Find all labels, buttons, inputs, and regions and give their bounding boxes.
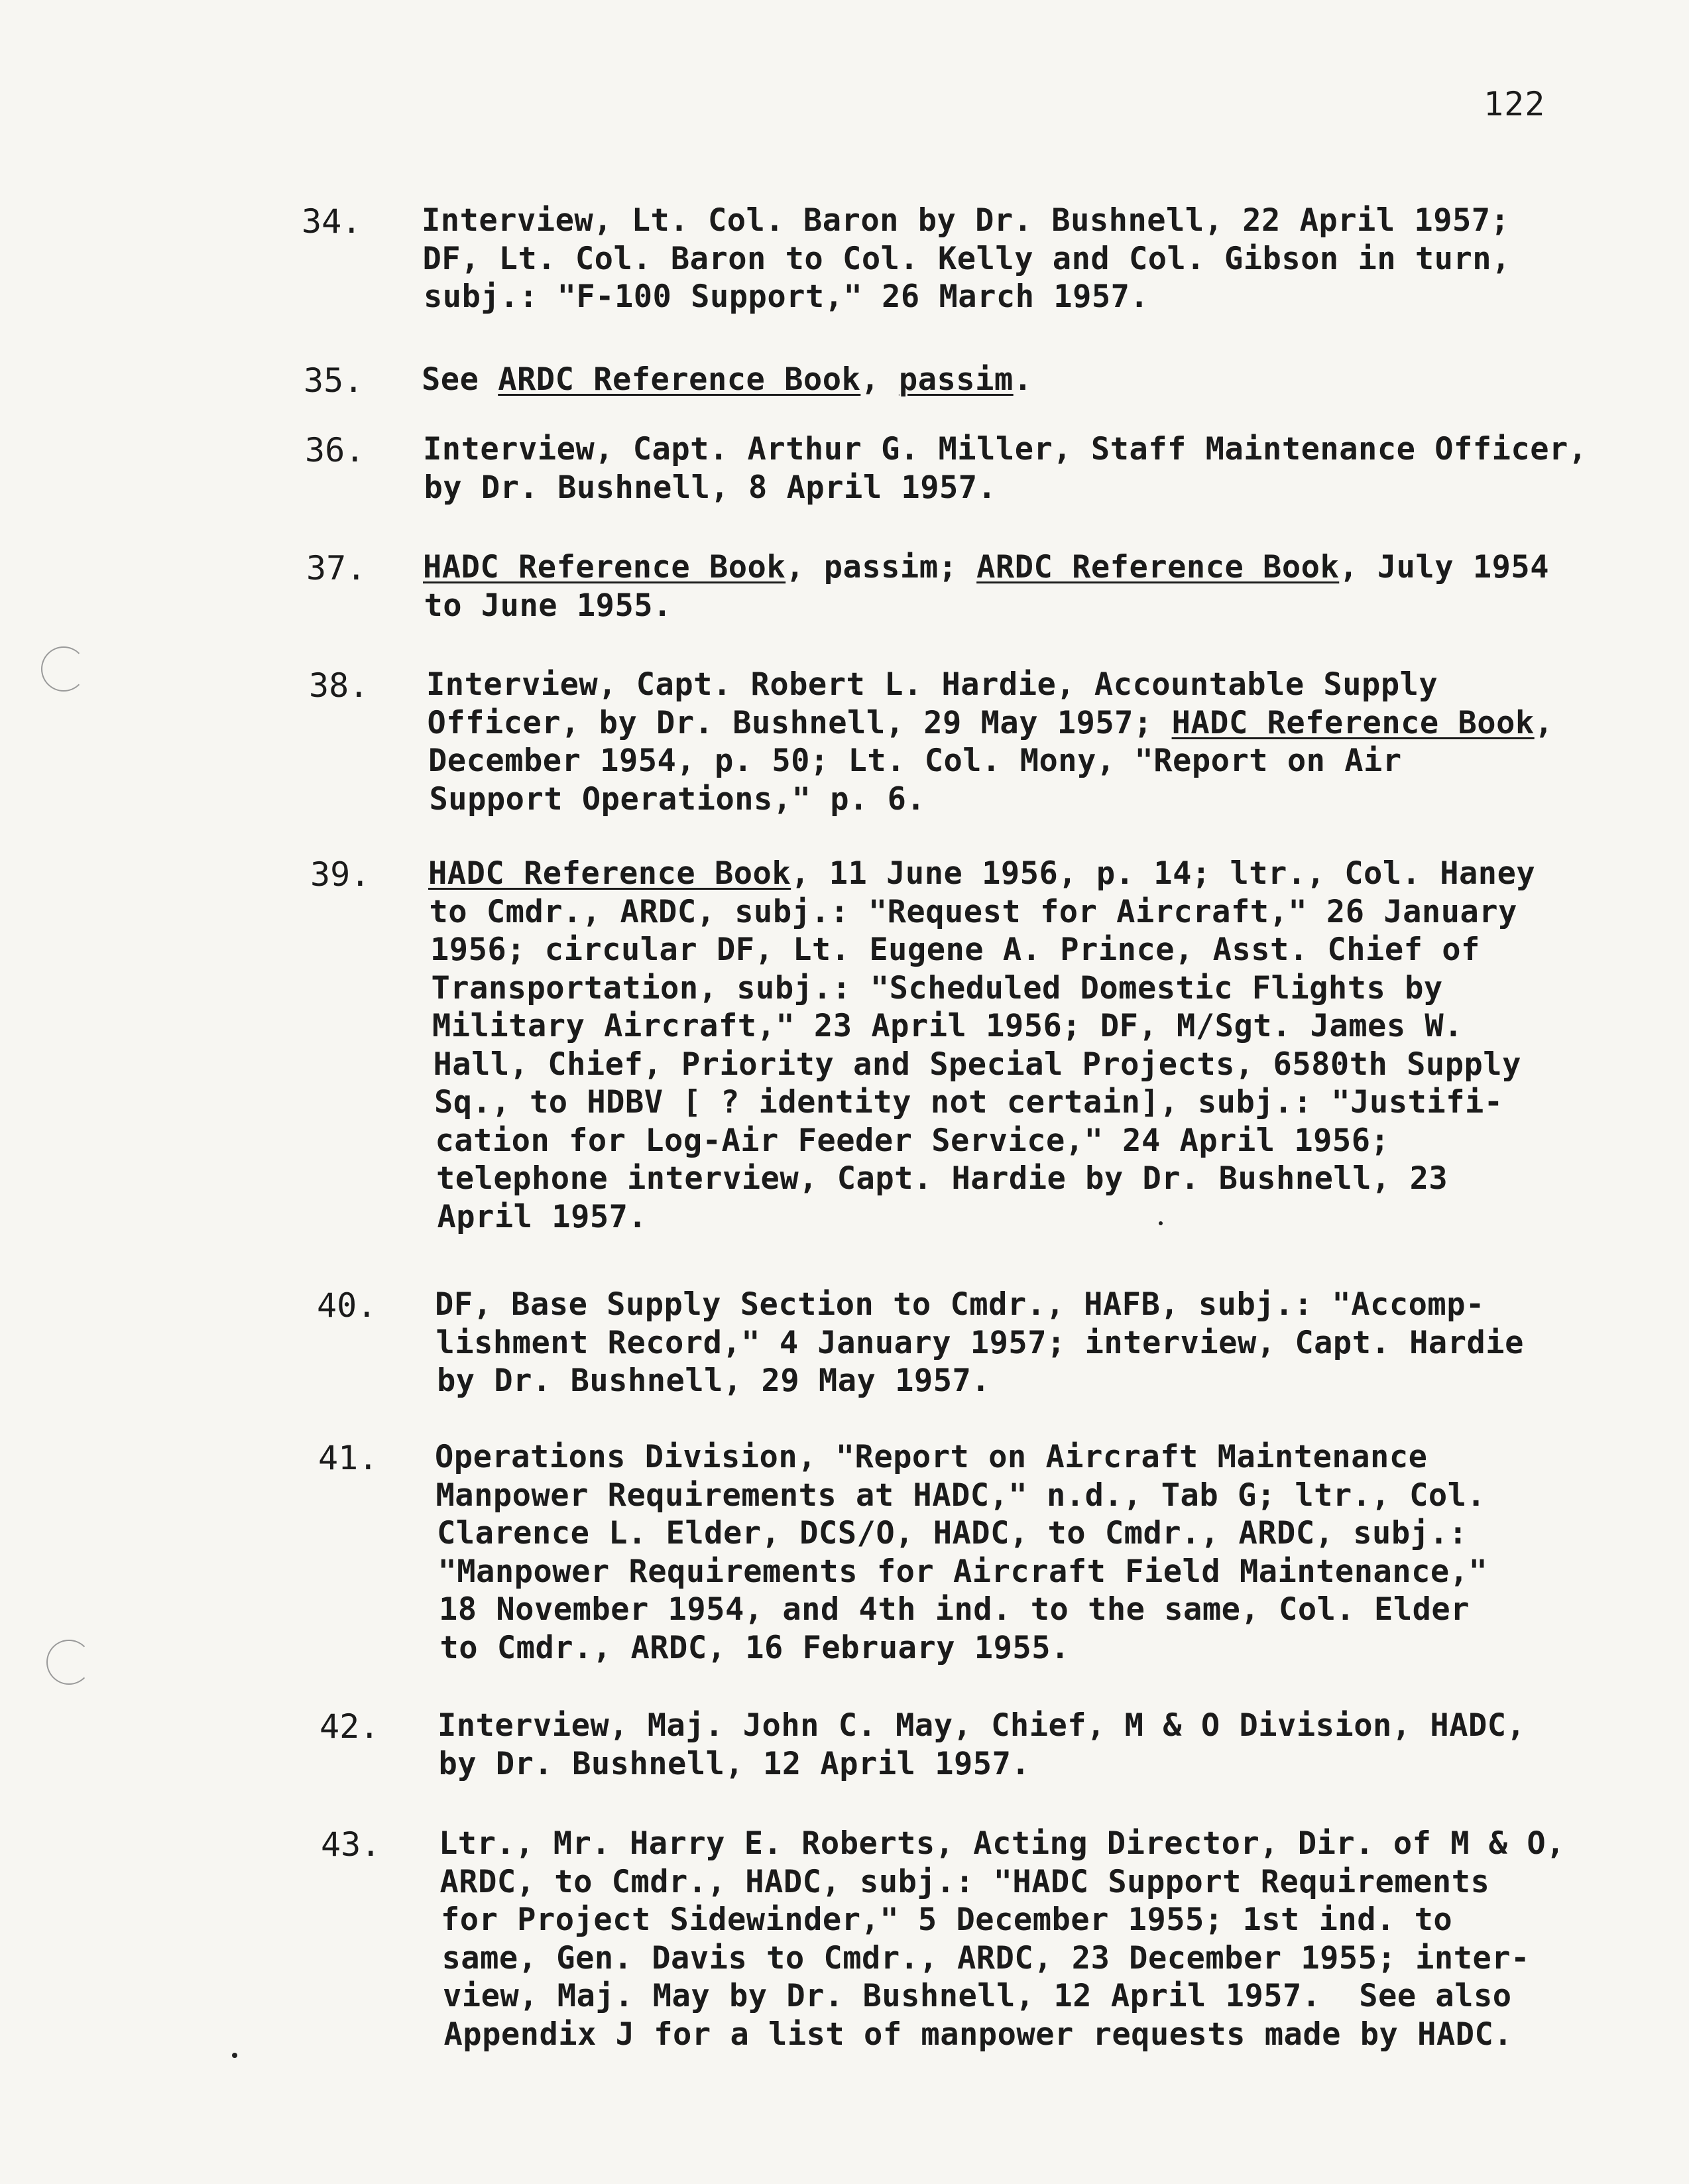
page-number: 122: [1484, 85, 1546, 123]
footnote-line: same, Gen. Davis to Cmdr., ARDC, 23 December 1955; inter-: [441, 1939, 1530, 1976]
footnote-line: cation for Log-Air Feeder Service," 24 April 1956;: [435, 1122, 1390, 1159]
footnote-line: subj.: "F-100 Support," 26 March 1957.: [424, 278, 1149, 315]
footnote-line: ARDC, to Cmdr., HADC, subj.: "HADC Support Requirements: [439, 1863, 1490, 1900]
footnote-number: 40.: [317, 1286, 377, 1325]
footnote-line: HADC Reference Book, 11 June 1956, p. 14; ltr., Col. Haney: [428, 855, 1536, 892]
footnote-number: 35.: [304, 361, 364, 400]
footnote-line: HADC Reference Book, passim; ARDC Reference Book, July 1954: [423, 549, 1550, 585]
footnote-line: Interview, Maj. John C. May, Chief, M & O Division, HADC,: [437, 1707, 1526, 1744]
ink-speck: [232, 2053, 237, 2058]
underlined-title: passim: [898, 361, 1014, 398]
footnote-line: Interview, Capt. Arthur G. Miller, Staff Maintenance Officer,: [423, 431, 1588, 467]
footnote-line: Sq., to HDBV [ ? identity not certain], subj.: "Justifi-: [434, 1084, 1503, 1121]
footnote-number: 42.: [320, 1707, 380, 1746]
footnote-line: Interview, Lt. Col. Baron by Dr. Bushnell, 22 April 1957;: [422, 202, 1510, 239]
footnote-line: Military Aircraft," 23 April 1956; DF, M/Sgt. James W.: [432, 1008, 1464, 1044]
footnote-line: Clarence L. Elder, DCS/O, HADC, to Cmdr., ARDC, subj.:: [437, 1515, 1468, 1551]
footnote-line: Appendix J for a list of manpower requests made by HADC.: [443, 2016, 1513, 2053]
underlined-title: HADC Reference Book: [1171, 704, 1535, 741]
footnote-line: Officer, by Dr. Bushnell, 29 May 1957; HADC Reference Book,: [427, 704, 1554, 741]
footnote-line: Hall, Chief, Priority and Special Projects, 6580th Supply: [433, 1046, 1521, 1083]
footnote-line: 1956; circular DF, Lt. Eugene A. Prince, Asst. Chief of: [430, 932, 1480, 968]
punch-hole-mark: [46, 1640, 91, 1685]
footnote-line: lishment Record," 4 January 1957; interview, Capt. Hardie: [436, 1324, 1524, 1361]
footnote-number: 39.: [310, 855, 371, 894]
underlined-title: HADC Reference Book: [423, 549, 786, 585]
footnote-number: 37.: [306, 549, 367, 587]
footnote-line: Support Operations," p. 6.: [429, 780, 926, 818]
footnote-line: to June 1955.: [424, 587, 672, 624]
footnote-number: 38.: [309, 666, 369, 705]
punch-hole-mark: [41, 646, 86, 692]
footnote-line: December 1954, p. 50; Lt. Col. Mony, "Report on Air: [428, 743, 1402, 779]
footnote-number: 36.: [305, 431, 365, 469]
footnote-line: by Dr. Bushnell, 12 April 1957.: [438, 1745, 1031, 1782]
footnote-line: by Dr. Bushnell, 29 May 1957.: [437, 1363, 991, 1399]
underlined-title: ARDC Reference Book: [976, 549, 1340, 585]
footnote-line: "Manpower Requirements for Aircraft Field Maintenance,": [437, 1553, 1488, 1590]
footnote-line: Manpower Requirements at HADC," n.d., Tab G; ltr., Col.: [436, 1477, 1486, 1514]
footnote-line: Transportation, subj.: "Scheduled Domestic Flights by: [431, 969, 1443, 1006]
footnote-line: Interview, Capt. Robert L. Hardie, Accountable Supply: [426, 666, 1438, 703]
footnote-number: 41.: [318, 1439, 379, 1477]
footnote-line: DF, Base Supply Section to Cmdr., HAFB, subj.: "Accomp-: [435, 1286, 1485, 1323]
footnote-line: view, Maj. May by Dr. Bushnell, 12 April 1957. See also: [443, 1978, 1512, 2014]
ink-speck: [1159, 1221, 1163, 1225]
footnote-line: telephone interview, Capt. Hardie by Dr. Bushnell, 23: [436, 1160, 1448, 1197]
footnote-number: 43.: [321, 1825, 381, 1864]
footnote-line: by Dr. Bushnell, 8 April 1957.: [424, 469, 997, 506]
footnote-line: Operations Division, "Report on Aircraft Maintenance: [435, 1439, 1428, 1475]
footnote-line: Ltr., Mr. Harry E. Roberts, Acting Director, Dir. of M & O,: [439, 1825, 1565, 1862]
footnote-line: April 1957.: [437, 1198, 648, 1235]
footnote-line: for Project Sidewinder," 5 December 1955; 1st ind. to: [441, 1902, 1453, 1938]
footnote-line: DF, Lt. Col. Baron to Col. Kelly and Col. Gibson in turn,: [422, 240, 1511, 277]
footnote-line: See ARDC Reference Book, passim.: [422, 361, 1033, 398]
footnote-line: to Cmdr., ARDC, subj.: "Request for Aircraft," 26 January: [429, 893, 1517, 930]
underlined-title: HADC Reference Book: [428, 855, 791, 892]
footnote-line: 18 November 1954, and 4th ind. to the same, Col. Elder: [439, 1591, 1470, 1628]
footnote-line: to Cmdr., ARDC, 16 February 1955.: [439, 1629, 1070, 1666]
underlined-title: ARDC Reference Book: [498, 361, 861, 398]
footnote-number: 34.: [302, 202, 362, 241]
